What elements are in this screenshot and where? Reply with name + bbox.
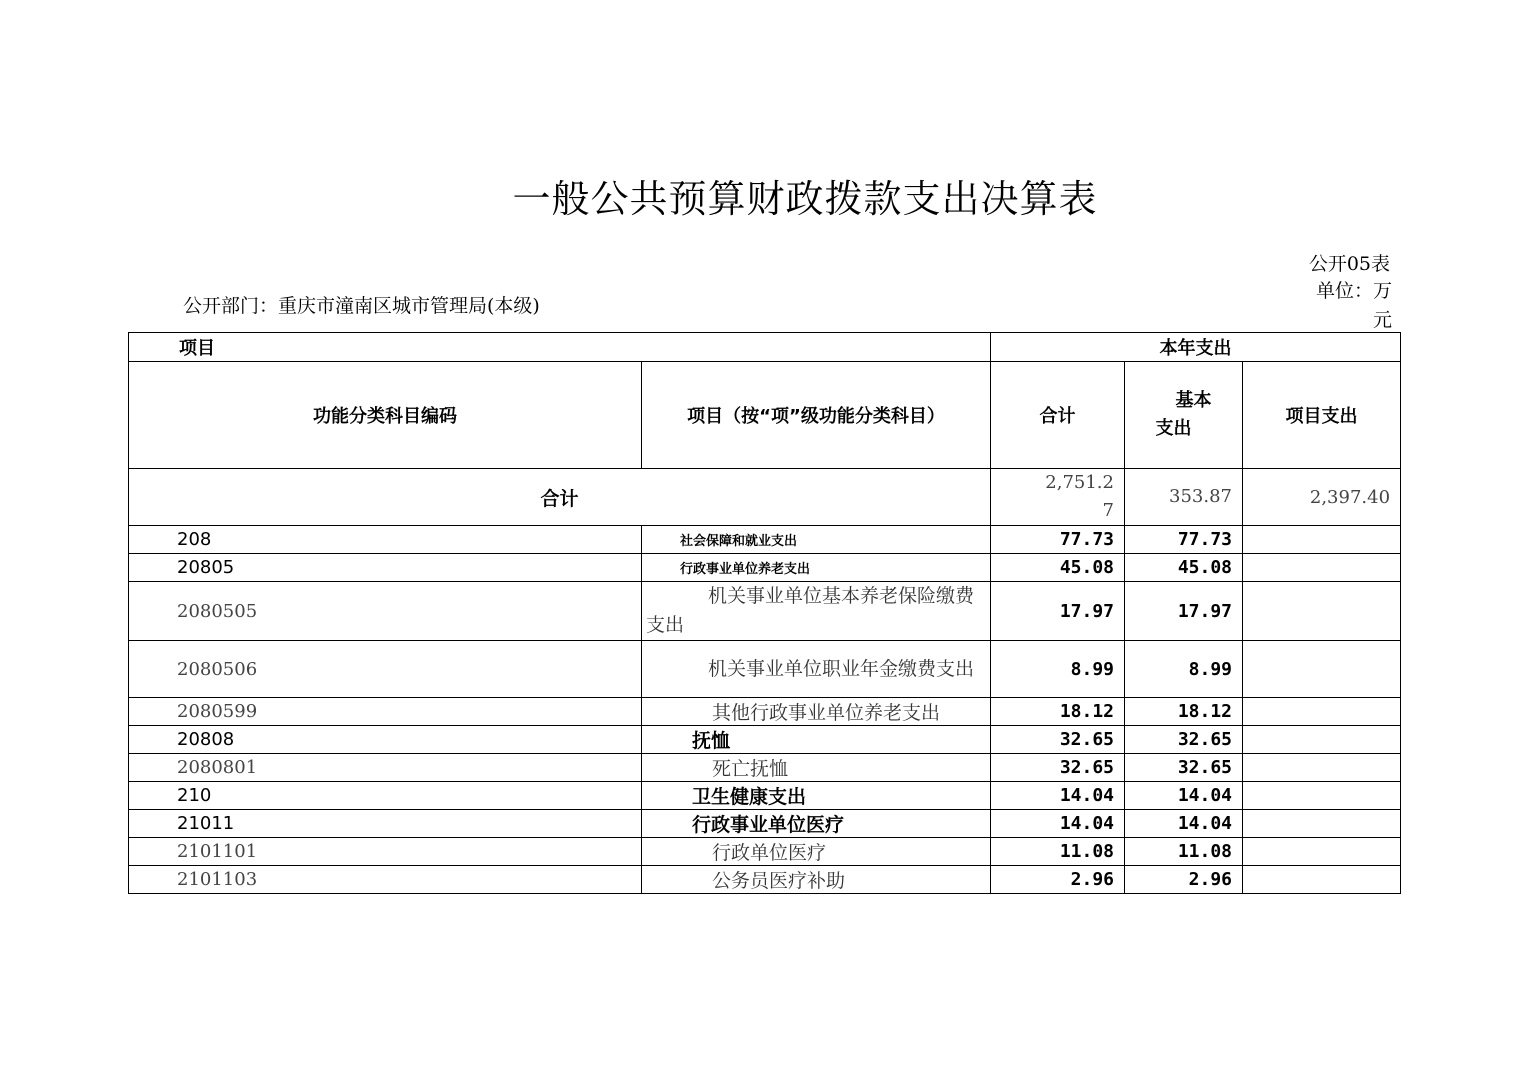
row-project — [1243, 554, 1401, 582]
table-row — [129, 754, 1401, 782]
row-project — [1243, 782, 1401, 810]
row-project — [1243, 866, 1401, 894]
row-name: 社会保障和就业支出 — [642, 526, 991, 554]
row-total: 14.04 — [991, 810, 1125, 838]
total-label: 合计 — [129, 469, 991, 526]
row-name: 卫生健康支出 — [642, 782, 991, 810]
header-row-top — [129, 333, 1401, 362]
header-current-year: 本年支出 — [991, 333, 1401, 362]
row-name: 死亡抚恤 — [642, 754, 991, 782]
row-project — [1243, 526, 1401, 554]
row-project — [1243, 726, 1401, 754]
row-basic: 18.12 — [1125, 698, 1243, 726]
row-name: 机关事业单位基本养老保险缴费支出 — [642, 582, 991, 641]
table-row — [129, 866, 1401, 894]
total-project: 2,397.40 — [1243, 469, 1401, 526]
table-row — [129, 838, 1401, 866]
row-total: 14.04 — [991, 782, 1125, 810]
table-row — [129, 810, 1401, 838]
header-item: 项目 — [129, 333, 991, 362]
header-row-sub — [129, 362, 1401, 469]
row-code: 21011 — [129, 810, 642, 838]
row-code: 2101103 — [129, 866, 642, 894]
header-item-desc: 项目（按“项”级功能分类科目） — [642, 362, 991, 469]
table-row — [129, 698, 1401, 726]
row-name: 行政单位医疗 — [642, 838, 991, 866]
budget-table — [128, 332, 1401, 894]
row-code: 2080599 — [129, 698, 642, 726]
header-basic — [1125, 362, 1243, 469]
row-code: 20808 — [129, 726, 642, 754]
table-row — [129, 782, 1401, 810]
row-total: 45.08 — [991, 554, 1125, 582]
row-total: 32.65 — [991, 754, 1125, 782]
table-row — [129, 554, 1401, 582]
row-code: 208 — [129, 526, 642, 554]
header-project: 项目支出 — [1243, 362, 1401, 469]
row-code: 2080801 — [129, 754, 642, 782]
row-basic: 77.73 — [1125, 526, 1243, 554]
total-sum: 2,751.27 — [991, 469, 1125, 526]
row-basic: 32.65 — [1125, 754, 1243, 782]
total-row — [129, 469, 1401, 526]
header-basic-line2: 支出 — [1155, 418, 1192, 439]
row-total: 8.99 — [991, 641, 1125, 698]
row-project — [1243, 698, 1401, 726]
total-basic: 353.87 — [1125, 469, 1243, 526]
row-total: 17.97 — [991, 582, 1125, 641]
row-project — [1243, 582, 1401, 641]
row-code: 2080505 — [129, 582, 642, 641]
row-project — [1243, 838, 1401, 866]
row-project — [1243, 641, 1401, 698]
row-project — [1243, 754, 1401, 782]
row-name: 公务员医疗补助 — [642, 866, 991, 894]
row-basic: 14.04 — [1125, 782, 1243, 810]
row-total: 32.65 — [991, 726, 1125, 754]
header-code: 功能分类科目编码 — [129, 362, 642, 469]
row-basic: 8.99 — [1125, 641, 1243, 698]
form-number: 公开05表 — [1308, 253, 1390, 275]
page-title: 一般公共预算财政拨款支出决算表 — [512, 177, 1098, 221]
header-total: 合计 — [991, 362, 1125, 469]
table-row — [129, 582, 1401, 641]
department-label: 公开部门：重庆市潼南区城市管理局(本级) — [183, 295, 540, 317]
row-total: 18.12 — [991, 698, 1125, 726]
row-code: 210 — [129, 782, 642, 810]
row-basic: 14.04 — [1125, 810, 1243, 838]
row-total: 77.73 — [991, 526, 1125, 554]
row-basic: 11.08 — [1125, 838, 1243, 866]
table-row — [129, 641, 1401, 698]
unit-label: 单位：万元 — [1315, 280, 1392, 331]
row-code: 2101101 — [129, 838, 642, 866]
row-total: 11.08 — [991, 838, 1125, 866]
row-code: 2080506 — [129, 641, 642, 698]
row-name: 行政事业单位养老支出 — [642, 554, 991, 582]
row-name: 机关事业单位职业年金缴费支出 — [642, 641, 991, 698]
row-basic: 2.96 — [1125, 866, 1243, 894]
row-name: 抚恤 — [642, 726, 991, 754]
row-name: 其他行政事业单位养老支出 — [642, 698, 991, 726]
header-basic-line1: 基本 — [1175, 390, 1212, 411]
row-basic: 17.97 — [1125, 582, 1243, 641]
row-name: 行政事业单位医疗 — [642, 810, 991, 838]
row-total: 2.96 — [991, 866, 1125, 894]
table-row — [129, 726, 1401, 754]
row-project — [1243, 810, 1401, 838]
row-basic: 45.08 — [1125, 554, 1243, 582]
row-basic: 32.65 — [1125, 726, 1243, 754]
row-code: 20805 — [129, 554, 642, 582]
table-row — [129, 526, 1401, 554]
